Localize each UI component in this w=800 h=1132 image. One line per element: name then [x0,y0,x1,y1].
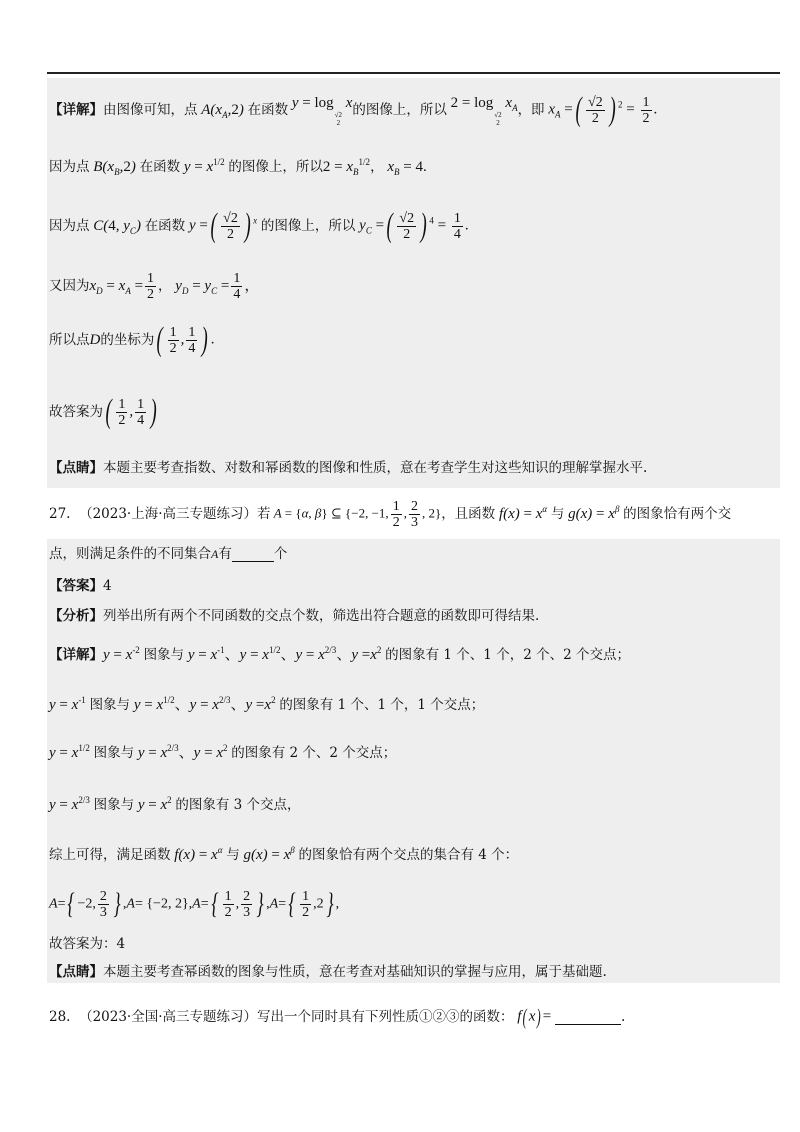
xa-value: $x_A$ =( $\frac{√2}{2}$ ) $^2$ = $\frac{1}{2}$ . [544,91,658,128]
problem-27-detail-line-1: 【详解】 $y = x^{-2}$ 图象与 $y = x^{-1}$、$y = x^{1/2}$、$y = x^{2/3}$、$y =x^2$ 的图象有 1 个、1 个，2 个、2 个交点； [49,645,630,663]
problem-27-question-line-2: 点，则满足条件的不同集合 A 有 个 [49,546,288,562]
problem-27-answer: 【答案】4 [49,578,112,594]
log-equation: 2 = log √2 2 $x_A$ [450,95,518,127]
problem-27-detail-line-5: 综上可得，满足函数 $f(x) = x^\alpha$ 与 $g(x) = x^\beta$ 的图象恰有两个交点的集合有 4 个： [49,845,519,863]
problem-27-final-answer: 故答案为：4 [49,936,126,952]
problem-27-analysis: 【分析】列举出所有两个不同函数的交点个数，筛选出符合题意的函数即可得结果. [49,608,540,624]
solution-26-line-2: 因为点 $B(x_B,2)$ 在函数 $y = x^{1/2}$ 的图像上，所以 $2 = x_B^{1/2}$ ， $x_B = 4$. [49,157,427,177]
problem-27-detail-line-3: $y = x^{1/2}$ 图象与 $y = x^{2/3}$、$y = x^2$ 的图象有 2 个、2 个交点； [49,743,397,761]
solution-26-comment: 【点睛】本题主要考查指数、对数和幂函数的图像和性质，意在考查学生对这些知识的理解掌握水平. [49,460,648,476]
problem-27-sets: A={ −2, $\frac{2}{3}$ } ,A= {−2, 2},A={ $\frac{1}{2}$ , $\frac{2}{3}$ } ,A={ $\frac{1}{2}$ ,2} , [49,887,340,920]
header-rule [47,72,780,74]
answer-blank-28[interactable] [555,1010,621,1025]
solution-26-line-3: 因为点 C(4, $y_C$) 在函数 y =( $\frac{√2}{2}$ ) $^x$ 的图像上，所以 $y_C$ =( $\frac{√2}{2}$ ) $^4$ = $\frac{1}{4}$ . [49,207,469,244]
solution-26-line-6: 故答案为 ( $\frac{1}{2}$ , $\frac{1}{4}$ ) [49,393,157,430]
solution-26-line-5: 所以点 D 的坐标为 ( $\frac{1}{2}$ , $\frac{1}{4}$ ) . [49,321,215,358]
point-a: $A(x_A,2)$ [197,102,248,120]
problem-27-detail-line-4: $y = x^{2/3}$ 图象与 $y = x^2$ 的图象有 3 个交点， [49,795,301,813]
problem-28-question: 28. （2023·全国·高三专题练习）写出一个同时具有下列性质①②③的函数： f( x) = . [49,1004,626,1029]
log-function: y = log √2 2 x [288,95,353,127]
answer-blank[interactable] [232,547,274,562]
problem-27-question-line-1: 27. （2023·上海·高三专题练习）若 A = {α, β} ⊆ {−2, −1, $\frac{1}{2}$ , $\frac{2}{3}$ , 2} ，且函数 $f(x) = x^\alpha$ 与 $g(x) = x^\beta$ 的图象恰有两个交 [49,498,732,530]
problem-27-detail-line-2: $y = x^{-1}$ 图象与 $y = x^{1/2}$、$y = x^{2/3}$、$y =x^2$ 的图象有 1 个、1 个，1 个交点； [49,695,485,713]
problem-27-comment: 【点睛】本题主要考查幂函数的图象与性质，意在考查对基础知识的掌握与应用，属于基础题. [49,964,607,980]
solution-26-line-1: 【详解】 由图像可知，点 $A(x_A,2)$ 在函数 y = log √2 2 x 的图像上，所以 2 = log √2 2 $x_A$ ，即 $x_A$ =( $\frac{√2}{2}$ ) $^2$ = $\frac{1}{2}$ . [49,91,658,128]
detail-label: 【详解】 [49,102,103,118]
solution-26-line-4: 又因为 $x_D = x_A$ = $\frac{1}{2}$ ， $y_D = y_C$ = $\frac{1}{4}$ ， [49,270,260,302]
